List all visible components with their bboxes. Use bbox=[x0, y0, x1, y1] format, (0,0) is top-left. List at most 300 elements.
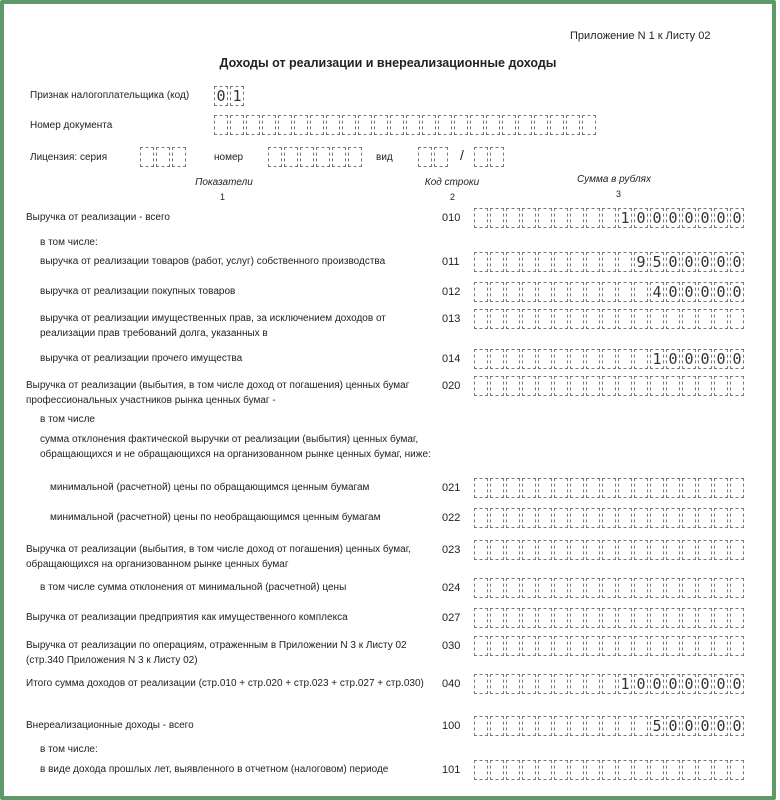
amount-cell[interactable] bbox=[538, 376, 552, 396]
amount-cell[interactable] bbox=[474, 608, 488, 628]
amount-cell[interactable] bbox=[634, 309, 648, 329]
amount-cell[interactable] bbox=[570, 578, 584, 598]
license-series-cell[interactable] bbox=[172, 147, 186, 167]
amount-cell[interactable] bbox=[634, 282, 648, 302]
license-subtype-cell[interactable] bbox=[474, 147, 488, 167]
doc-number-cell[interactable] bbox=[214, 115, 228, 135]
amount-cell[interactable] bbox=[730, 508, 744, 528]
amount-cell[interactable]: 5 bbox=[650, 716, 664, 736]
amount-cell[interactable] bbox=[586, 282, 600, 302]
amount-cell[interactable] bbox=[554, 760, 568, 780]
amount-cell[interactable] bbox=[714, 608, 728, 628]
amount-cell[interactable] bbox=[602, 540, 616, 560]
amount-cell[interactable] bbox=[522, 508, 536, 528]
doc-number-cell[interactable] bbox=[566, 115, 580, 135]
amount-cell[interactable]: 0 bbox=[714, 716, 728, 736]
license-number-cell[interactable] bbox=[316, 147, 330, 167]
doc-number-cell[interactable] bbox=[358, 115, 372, 135]
doc-number-cell[interactable] bbox=[550, 115, 564, 135]
license-type-cell[interactable] bbox=[434, 147, 448, 167]
amount-cell[interactable] bbox=[538, 578, 552, 598]
doc-number-cell[interactable] bbox=[422, 115, 436, 135]
amount-cell[interactable]: 0 bbox=[698, 282, 712, 302]
amount-cell[interactable] bbox=[490, 716, 504, 736]
amount-cell[interactable]: 0 bbox=[730, 282, 744, 302]
amount-cell[interactable] bbox=[714, 508, 728, 528]
row-amount-field[interactable] bbox=[474, 674, 746, 694]
amount-cell[interactable] bbox=[554, 540, 568, 560]
amount-cell[interactable] bbox=[714, 636, 728, 656]
amount-cell[interactable] bbox=[538, 252, 552, 272]
row-amount-field[interactable] bbox=[474, 309, 746, 329]
amount-cell[interactable]: 0 bbox=[666, 716, 680, 736]
amount-cell[interactable] bbox=[506, 636, 520, 656]
amount-cell[interactable] bbox=[666, 760, 680, 780]
amount-cell[interactable]: 0 bbox=[698, 349, 712, 369]
amount-cell[interactable] bbox=[522, 636, 536, 656]
amount-cell[interactable] bbox=[490, 252, 504, 272]
amount-cell[interactable] bbox=[650, 508, 664, 528]
amount-cell[interactable] bbox=[554, 636, 568, 656]
amount-cell[interactable] bbox=[570, 508, 584, 528]
amount-cell[interactable]: 0 bbox=[698, 208, 712, 228]
amount-cell[interactable] bbox=[506, 578, 520, 598]
amount-cell[interactable] bbox=[602, 309, 616, 329]
amount-cell[interactable] bbox=[474, 282, 488, 302]
amount-cell[interactable]: 0 bbox=[682, 208, 696, 228]
amount-cell[interactable] bbox=[586, 760, 600, 780]
amount-cell[interactable] bbox=[538, 608, 552, 628]
amount-cell[interactable] bbox=[522, 252, 536, 272]
amount-cell[interactable]: 9 bbox=[634, 252, 648, 272]
license-series-field[interactable] bbox=[140, 147, 188, 167]
amount-cell[interactable] bbox=[634, 760, 648, 780]
doc-number-cell[interactable] bbox=[278, 115, 292, 135]
amount-cell[interactable] bbox=[570, 208, 584, 228]
doc-number-cell[interactable] bbox=[230, 115, 244, 135]
amount-cell[interactable] bbox=[490, 508, 504, 528]
amount-cell[interactable] bbox=[666, 578, 680, 598]
amount-cell[interactable]: 0 bbox=[730, 674, 744, 694]
amount-cell[interactable] bbox=[554, 282, 568, 302]
doc-number-field[interactable] bbox=[214, 115, 598, 135]
row-amount-field[interactable] bbox=[474, 208, 746, 228]
amount-cell[interactable] bbox=[714, 760, 728, 780]
amount-cell[interactable] bbox=[650, 309, 664, 329]
amount-cell[interactable] bbox=[554, 478, 568, 498]
amount-cell[interactable] bbox=[714, 540, 728, 560]
amount-cell[interactable] bbox=[554, 674, 568, 694]
amount-cell[interactable] bbox=[522, 478, 536, 498]
amount-cell[interactable] bbox=[586, 674, 600, 694]
amount-cell[interactable] bbox=[522, 309, 536, 329]
amount-cell[interactable]: 0 bbox=[698, 674, 712, 694]
doc-number-cell[interactable] bbox=[310, 115, 324, 135]
amount-cell[interactable] bbox=[506, 478, 520, 498]
doc-number-cell[interactable] bbox=[486, 115, 500, 135]
amount-cell[interactable] bbox=[698, 760, 712, 780]
amount-cell[interactable] bbox=[522, 349, 536, 369]
amount-cell[interactable]: 0 bbox=[666, 349, 680, 369]
doc-number-cell[interactable] bbox=[246, 115, 260, 135]
amount-cell[interactable] bbox=[570, 674, 584, 694]
amount-cell[interactable] bbox=[570, 349, 584, 369]
amount-cell[interactable] bbox=[586, 716, 600, 736]
amount-cell[interactable] bbox=[506, 674, 520, 694]
amount-cell[interactable] bbox=[730, 478, 744, 498]
doc-number-cell[interactable] bbox=[454, 115, 468, 135]
amount-cell[interactable] bbox=[682, 309, 696, 329]
amount-cell[interactable] bbox=[538, 208, 552, 228]
amount-cell[interactable] bbox=[714, 478, 728, 498]
amount-cell[interactable] bbox=[602, 208, 616, 228]
amount-cell[interactable] bbox=[506, 540, 520, 560]
amount-cell[interactable] bbox=[698, 608, 712, 628]
amount-cell[interactable] bbox=[634, 508, 648, 528]
amount-cell[interactable] bbox=[714, 376, 728, 396]
amount-cell[interactable] bbox=[570, 252, 584, 272]
amount-cell[interactable] bbox=[490, 636, 504, 656]
amount-cell[interactable] bbox=[490, 478, 504, 498]
amount-cell[interactable]: 0 bbox=[730, 349, 744, 369]
amount-cell[interactable] bbox=[570, 716, 584, 736]
amount-cell[interactable] bbox=[650, 376, 664, 396]
row-amount-field[interactable] bbox=[474, 578, 746, 598]
amount-cell[interactable] bbox=[474, 376, 488, 396]
amount-cell[interactable] bbox=[474, 636, 488, 656]
amount-cell[interactable] bbox=[490, 376, 504, 396]
amount-cell[interactable] bbox=[490, 309, 504, 329]
amount-cell[interactable] bbox=[586, 252, 600, 272]
license-number-cell[interactable] bbox=[268, 147, 282, 167]
amount-cell[interactable] bbox=[618, 478, 632, 498]
amount-cell[interactable] bbox=[538, 716, 552, 736]
row-amount-field[interactable] bbox=[474, 716, 746, 736]
amount-cell[interactable] bbox=[618, 282, 632, 302]
amount-cell[interactable] bbox=[522, 540, 536, 560]
amount-cell[interactable] bbox=[474, 674, 488, 694]
amount-cell[interactable] bbox=[522, 578, 536, 598]
amount-cell[interactable] bbox=[634, 578, 648, 598]
doc-number-cell[interactable] bbox=[294, 115, 308, 135]
amount-cell[interactable] bbox=[698, 578, 712, 598]
amount-cell[interactable] bbox=[666, 540, 680, 560]
amount-cell[interactable] bbox=[682, 508, 696, 528]
amount-cell[interactable] bbox=[618, 309, 632, 329]
amount-cell[interactable]: 0 bbox=[682, 716, 696, 736]
amount-cell[interactable] bbox=[506, 282, 520, 302]
amount-cell[interactable] bbox=[522, 674, 536, 694]
amount-cell[interactable] bbox=[570, 608, 584, 628]
amount-cell[interactable] bbox=[650, 478, 664, 498]
amount-cell[interactable] bbox=[634, 636, 648, 656]
amount-cell[interactable] bbox=[490, 208, 504, 228]
amount-cell[interactable] bbox=[730, 578, 744, 598]
amount-cell[interactable] bbox=[618, 716, 632, 736]
amount-cell[interactable] bbox=[474, 508, 488, 528]
amount-cell[interactable] bbox=[554, 508, 568, 528]
amount-cell[interactable] bbox=[682, 636, 696, 656]
amount-cell[interactable] bbox=[698, 508, 712, 528]
amount-cell[interactable] bbox=[602, 716, 616, 736]
amount-cell[interactable] bbox=[682, 478, 696, 498]
amount-cell[interactable] bbox=[554, 208, 568, 228]
doc-number-cell[interactable] bbox=[406, 115, 420, 135]
row-amount-field[interactable] bbox=[474, 349, 746, 369]
amount-cell[interactable] bbox=[506, 716, 520, 736]
amount-cell[interactable] bbox=[474, 349, 488, 369]
amount-cell[interactable] bbox=[650, 608, 664, 628]
amount-cell[interactable] bbox=[634, 540, 648, 560]
amount-cell[interactable] bbox=[618, 349, 632, 369]
amount-cell[interactable] bbox=[474, 716, 488, 736]
license-type-cell[interactable] bbox=[418, 147, 432, 167]
amount-cell[interactable] bbox=[522, 376, 536, 396]
license-number-cell[interactable] bbox=[332, 147, 346, 167]
license-subtype-cell[interactable] bbox=[490, 147, 504, 167]
amount-cell[interactable] bbox=[570, 282, 584, 302]
amount-cell[interactable] bbox=[586, 208, 600, 228]
amount-cell[interactable] bbox=[682, 608, 696, 628]
amount-cell[interactable]: 0 bbox=[714, 282, 728, 302]
amount-cell[interactable] bbox=[570, 636, 584, 656]
amount-cell[interactable]: 0 bbox=[682, 349, 696, 369]
amount-cell[interactable] bbox=[730, 760, 744, 780]
amount-cell[interactable] bbox=[698, 540, 712, 560]
amount-cell[interactable] bbox=[522, 282, 536, 302]
amount-cell[interactable] bbox=[602, 252, 616, 272]
row-amount-field[interactable] bbox=[474, 376, 746, 396]
amount-cell[interactable]: 0 bbox=[666, 282, 680, 302]
amount-cell[interactable]: 0 bbox=[666, 252, 680, 272]
amount-cell[interactable] bbox=[618, 760, 632, 780]
taxpayer-code-field[interactable] bbox=[214, 86, 246, 106]
amount-cell[interactable] bbox=[730, 540, 744, 560]
doc-number-cell[interactable] bbox=[534, 115, 548, 135]
amount-cell[interactable] bbox=[538, 540, 552, 560]
amount-cell[interactable] bbox=[682, 760, 696, 780]
amount-cell[interactable] bbox=[602, 760, 616, 780]
amount-cell[interactable] bbox=[634, 349, 648, 369]
row-amount-field[interactable] bbox=[474, 608, 746, 628]
doc-number-cell[interactable] bbox=[502, 115, 516, 135]
amount-cell[interactable] bbox=[474, 760, 488, 780]
license-series-cell[interactable] bbox=[156, 147, 170, 167]
amount-cell[interactable] bbox=[506, 309, 520, 329]
amount-cell[interactable]: 0 bbox=[698, 252, 712, 272]
amount-cell[interactable] bbox=[666, 508, 680, 528]
amount-cell[interactable] bbox=[730, 608, 744, 628]
amount-cell[interactable] bbox=[506, 608, 520, 628]
amount-cell[interactable] bbox=[602, 349, 616, 369]
amount-cell[interactable] bbox=[570, 760, 584, 780]
amount-cell[interactable] bbox=[618, 376, 632, 396]
amount-cell[interactable] bbox=[586, 478, 600, 498]
amount-cell[interactable] bbox=[586, 508, 600, 528]
doc-number-cell[interactable] bbox=[390, 115, 404, 135]
amount-cell[interactable] bbox=[490, 608, 504, 628]
amount-cell[interactable] bbox=[522, 716, 536, 736]
amount-cell[interactable] bbox=[666, 478, 680, 498]
amount-cell[interactable] bbox=[650, 760, 664, 780]
row-amount-field[interactable] bbox=[474, 508, 746, 528]
amount-cell[interactable] bbox=[618, 636, 632, 656]
amount-cell[interactable] bbox=[570, 309, 584, 329]
amount-cell[interactable] bbox=[602, 282, 616, 302]
amount-cell[interactable] bbox=[682, 578, 696, 598]
amount-cell[interactable] bbox=[602, 674, 616, 694]
amount-cell[interactable] bbox=[666, 608, 680, 628]
amount-cell[interactable] bbox=[634, 608, 648, 628]
amount-cell[interactable] bbox=[490, 349, 504, 369]
license-number-cell[interactable] bbox=[348, 147, 362, 167]
amount-cell[interactable] bbox=[730, 376, 744, 396]
amount-cell[interactable] bbox=[698, 309, 712, 329]
doc-number-cell[interactable] bbox=[438, 115, 452, 135]
amount-cell[interactable] bbox=[570, 540, 584, 560]
amount-cell[interactable] bbox=[554, 716, 568, 736]
amount-cell[interactable]: 0 bbox=[730, 716, 744, 736]
amount-cell[interactable] bbox=[490, 578, 504, 598]
license-type-field[interactable] bbox=[418, 147, 450, 167]
amount-cell[interactable] bbox=[586, 376, 600, 396]
amount-cell[interactable]: 1 bbox=[618, 674, 632, 694]
amount-cell[interactable] bbox=[538, 760, 552, 780]
amount-cell[interactable]: 4 bbox=[650, 282, 664, 302]
amount-cell[interactable] bbox=[602, 376, 616, 396]
amount-cell[interactable] bbox=[634, 478, 648, 498]
amount-cell[interactable] bbox=[538, 478, 552, 498]
amount-cell[interactable]: 0 bbox=[730, 208, 744, 228]
amount-cell[interactable] bbox=[682, 376, 696, 396]
amount-cell[interactable] bbox=[666, 376, 680, 396]
amount-cell[interactable] bbox=[698, 478, 712, 498]
taxpayer-code-cell[interactable]: 1 bbox=[230, 86, 244, 106]
amount-cell[interactable] bbox=[602, 636, 616, 656]
amount-cell[interactable] bbox=[586, 608, 600, 628]
amount-cell[interactable] bbox=[618, 578, 632, 598]
amount-cell[interactable] bbox=[490, 674, 504, 694]
amount-cell[interactable]: 0 bbox=[650, 208, 664, 228]
doc-number-cell[interactable] bbox=[342, 115, 356, 135]
doc-number-cell[interactable] bbox=[262, 115, 276, 135]
amount-cell[interactable] bbox=[586, 540, 600, 560]
amount-cell[interactable] bbox=[602, 478, 616, 498]
taxpayer-code-cell[interactable]: 0 bbox=[214, 86, 228, 106]
amount-cell[interactable] bbox=[522, 208, 536, 228]
amount-cell[interactable] bbox=[554, 578, 568, 598]
amount-cell[interactable] bbox=[730, 636, 744, 656]
amount-cell[interactable] bbox=[618, 540, 632, 560]
amount-cell[interactable] bbox=[682, 540, 696, 560]
license-series-cell[interactable] bbox=[140, 147, 154, 167]
amount-cell[interactable] bbox=[570, 376, 584, 396]
doc-number-cell[interactable] bbox=[470, 115, 484, 135]
amount-cell[interactable] bbox=[714, 309, 728, 329]
amount-cell[interactable] bbox=[522, 608, 536, 628]
amount-cell[interactable] bbox=[538, 309, 552, 329]
amount-cell[interactable] bbox=[698, 636, 712, 656]
amount-cell[interactable] bbox=[554, 608, 568, 628]
amount-cell[interactable] bbox=[602, 578, 616, 598]
amount-cell[interactable]: 0 bbox=[714, 208, 728, 228]
amount-cell[interactable]: 0 bbox=[714, 349, 728, 369]
doc-number-cell[interactable] bbox=[326, 115, 340, 135]
amount-cell[interactable] bbox=[538, 349, 552, 369]
amount-cell[interactable] bbox=[554, 349, 568, 369]
amount-cell[interactable] bbox=[618, 608, 632, 628]
amount-cell[interactable] bbox=[634, 376, 648, 396]
amount-cell[interactable] bbox=[490, 760, 504, 780]
amount-cell[interactable] bbox=[554, 376, 568, 396]
row-amount-field[interactable] bbox=[474, 252, 746, 272]
amount-cell[interactable] bbox=[506, 508, 520, 528]
amount-cell[interactable] bbox=[714, 578, 728, 598]
amount-cell[interactable] bbox=[618, 508, 632, 528]
amount-cell[interactable] bbox=[554, 309, 568, 329]
amount-cell[interactable] bbox=[554, 252, 568, 272]
amount-cell[interactable]: 1 bbox=[650, 349, 664, 369]
amount-cell[interactable] bbox=[666, 309, 680, 329]
amount-cell[interactable] bbox=[650, 540, 664, 560]
row-amount-field[interactable] bbox=[474, 478, 746, 498]
amount-cell[interactable] bbox=[474, 208, 488, 228]
amount-cell[interactable]: 0 bbox=[714, 252, 728, 272]
amount-cell[interactable]: 0 bbox=[682, 252, 696, 272]
doc-number-cell[interactable] bbox=[582, 115, 596, 135]
amount-cell[interactable]: 0 bbox=[634, 208, 648, 228]
amount-cell[interactable]: 0 bbox=[682, 282, 696, 302]
amount-cell[interactable]: 5 bbox=[650, 252, 664, 272]
amount-cell[interactable]: 0 bbox=[682, 674, 696, 694]
amount-cell[interactable] bbox=[650, 636, 664, 656]
amount-cell[interactable] bbox=[618, 252, 632, 272]
amount-cell[interactable] bbox=[474, 478, 488, 498]
amount-cell[interactable] bbox=[474, 252, 488, 272]
doc-number-cell[interactable] bbox=[374, 115, 388, 135]
amount-cell[interactable] bbox=[586, 309, 600, 329]
amount-cell[interactable]: 0 bbox=[666, 208, 680, 228]
amount-cell[interactable] bbox=[602, 508, 616, 528]
amount-cell[interactable] bbox=[698, 376, 712, 396]
amount-cell[interactable] bbox=[666, 636, 680, 656]
license-subtype-field[interactable] bbox=[474, 147, 506, 167]
amount-cell[interactable] bbox=[522, 760, 536, 780]
amount-cell[interactable]: 0 bbox=[666, 674, 680, 694]
amount-cell[interactable] bbox=[474, 309, 488, 329]
amount-cell[interactable] bbox=[474, 578, 488, 598]
amount-cell[interactable]: 0 bbox=[714, 674, 728, 694]
row-amount-field[interactable] bbox=[474, 282, 746, 302]
amount-cell[interactable] bbox=[506, 760, 520, 780]
license-number-cell[interactable] bbox=[300, 147, 314, 167]
amount-cell[interactable] bbox=[586, 349, 600, 369]
amount-cell[interactable]: 0 bbox=[650, 674, 664, 694]
amount-cell[interactable]: 1 bbox=[618, 208, 632, 228]
amount-cell[interactable] bbox=[538, 674, 552, 694]
amount-cell[interactable] bbox=[490, 540, 504, 560]
amount-cell[interactable] bbox=[586, 636, 600, 656]
row-amount-field[interactable] bbox=[474, 636, 746, 656]
amount-cell[interactable] bbox=[490, 282, 504, 302]
amount-cell[interactable]: 0 bbox=[634, 674, 648, 694]
amount-cell[interactable] bbox=[570, 478, 584, 498]
doc-number-cell[interactable] bbox=[518, 115, 532, 135]
license-number-field[interactable] bbox=[268, 147, 364, 167]
license-number-cell[interactable] bbox=[284, 147, 298, 167]
amount-cell[interactable]: 0 bbox=[730, 252, 744, 272]
amount-cell[interactable] bbox=[538, 282, 552, 302]
